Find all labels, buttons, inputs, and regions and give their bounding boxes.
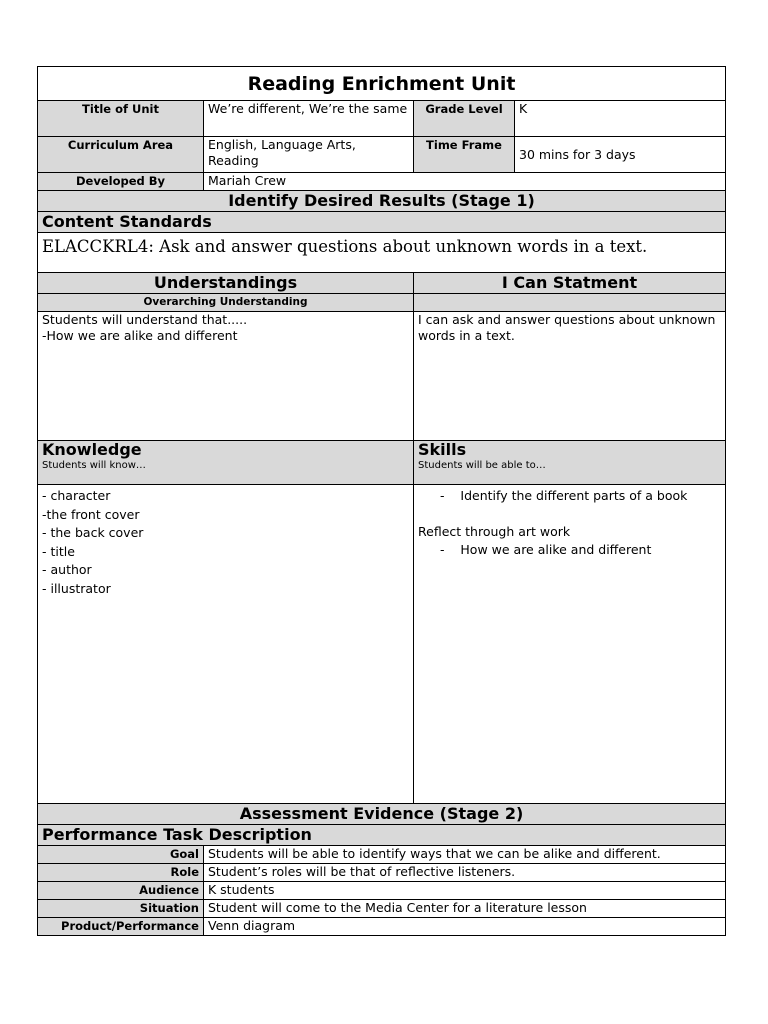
skills-box [414,485,726,804]
knowledge-box [38,485,414,804]
performance-task-label: Performance Task Description [38,825,726,846]
understandings-label: Understandings [38,273,414,294]
knowledge-item: - character [42,488,111,503]
developed-by-label: Developed By [38,173,204,191]
product-performance-label: Product/Performance [38,918,204,936]
skills-sub: Students will be able to… [418,460,546,471]
skills-item-2: - How we are alike and different [440,542,652,557]
knowledge-sub: Students will know… [42,460,146,471]
audience-label: Audience [38,882,204,900]
stage2-heading: Assessment Evidence (Stage 2) [38,804,726,825]
content-standards-text: ELACCKRL4: Ask and answer questions about unknown words in a text. [38,233,726,273]
role-label: Role [38,864,204,882]
curriculum-area-label: Curriculum Area [38,137,204,173]
understanding-line-1: Students will understand that..... [42,312,248,327]
knowledge-item: -the front cover [42,506,140,522]
situation-value: Student will come to the Media Center for a literature lesson [204,900,726,918]
unit-plan-table [37,66,726,936]
i-can-box: I can ask and answer questions about unknown words in a text. [414,312,726,441]
developed-by-value: Mariah Crew [204,173,726,191]
skills-reflect: Reflect through art work [418,524,571,539]
i-can-subheader [414,294,726,312]
grade-level-label: Grade Level [414,101,515,137]
skills-item-1: - Identify the different parts of a book [440,488,688,503]
knowledge-item: - the back cover [42,525,144,540]
skills-item-2-text: How we are alike and different [460,542,652,557]
curriculum-area-value: English, Language Arts, Reading [204,137,414,173]
knowledge-item: - illustrator [42,580,111,596]
grade-level-value: K [515,101,726,137]
skills-item-1-text: Identify the different parts of a book [460,488,688,503]
goal-value: Students will be able to identify ways that we can be alike and different. [204,846,726,864]
page-title: Reading Enrichment Unit [38,67,726,101]
goal-label: Goal [38,846,204,864]
stage1-heading: Identify Desired Results (Stage 1) [38,191,726,212]
audience-value: K students [204,882,726,900]
skills-header [414,441,726,485]
knowledge-label: Knowledge [42,440,142,459]
product-performance-value: Venn diagram [204,918,726,936]
title-of-unit-label: Title of Unit [38,101,204,137]
knowledge-header [38,441,414,485]
knowledge-item: - title [42,543,75,559]
unit-plan-document [37,66,725,936]
knowledge-item: - author [42,562,92,577]
i-can-label: I Can Statment [414,273,726,294]
understanding-line-2: -How we are alike and different [42,328,238,343]
role-value: Student’s roles will be that of reflective listeners. [204,864,726,882]
skills-label: Skills [418,440,467,459]
understandings-box [38,312,414,441]
overarching-understanding-label: Overarching Understanding [38,294,414,312]
situation-label: Situation [38,900,204,918]
time-frame-value: 30 mins for 3 days [515,137,726,173]
time-frame-label: Time Frame [414,137,515,173]
content-standards-label: Content Standards [38,212,726,233]
title-of-unit-value: We’re different, We’re the same [204,101,414,137]
